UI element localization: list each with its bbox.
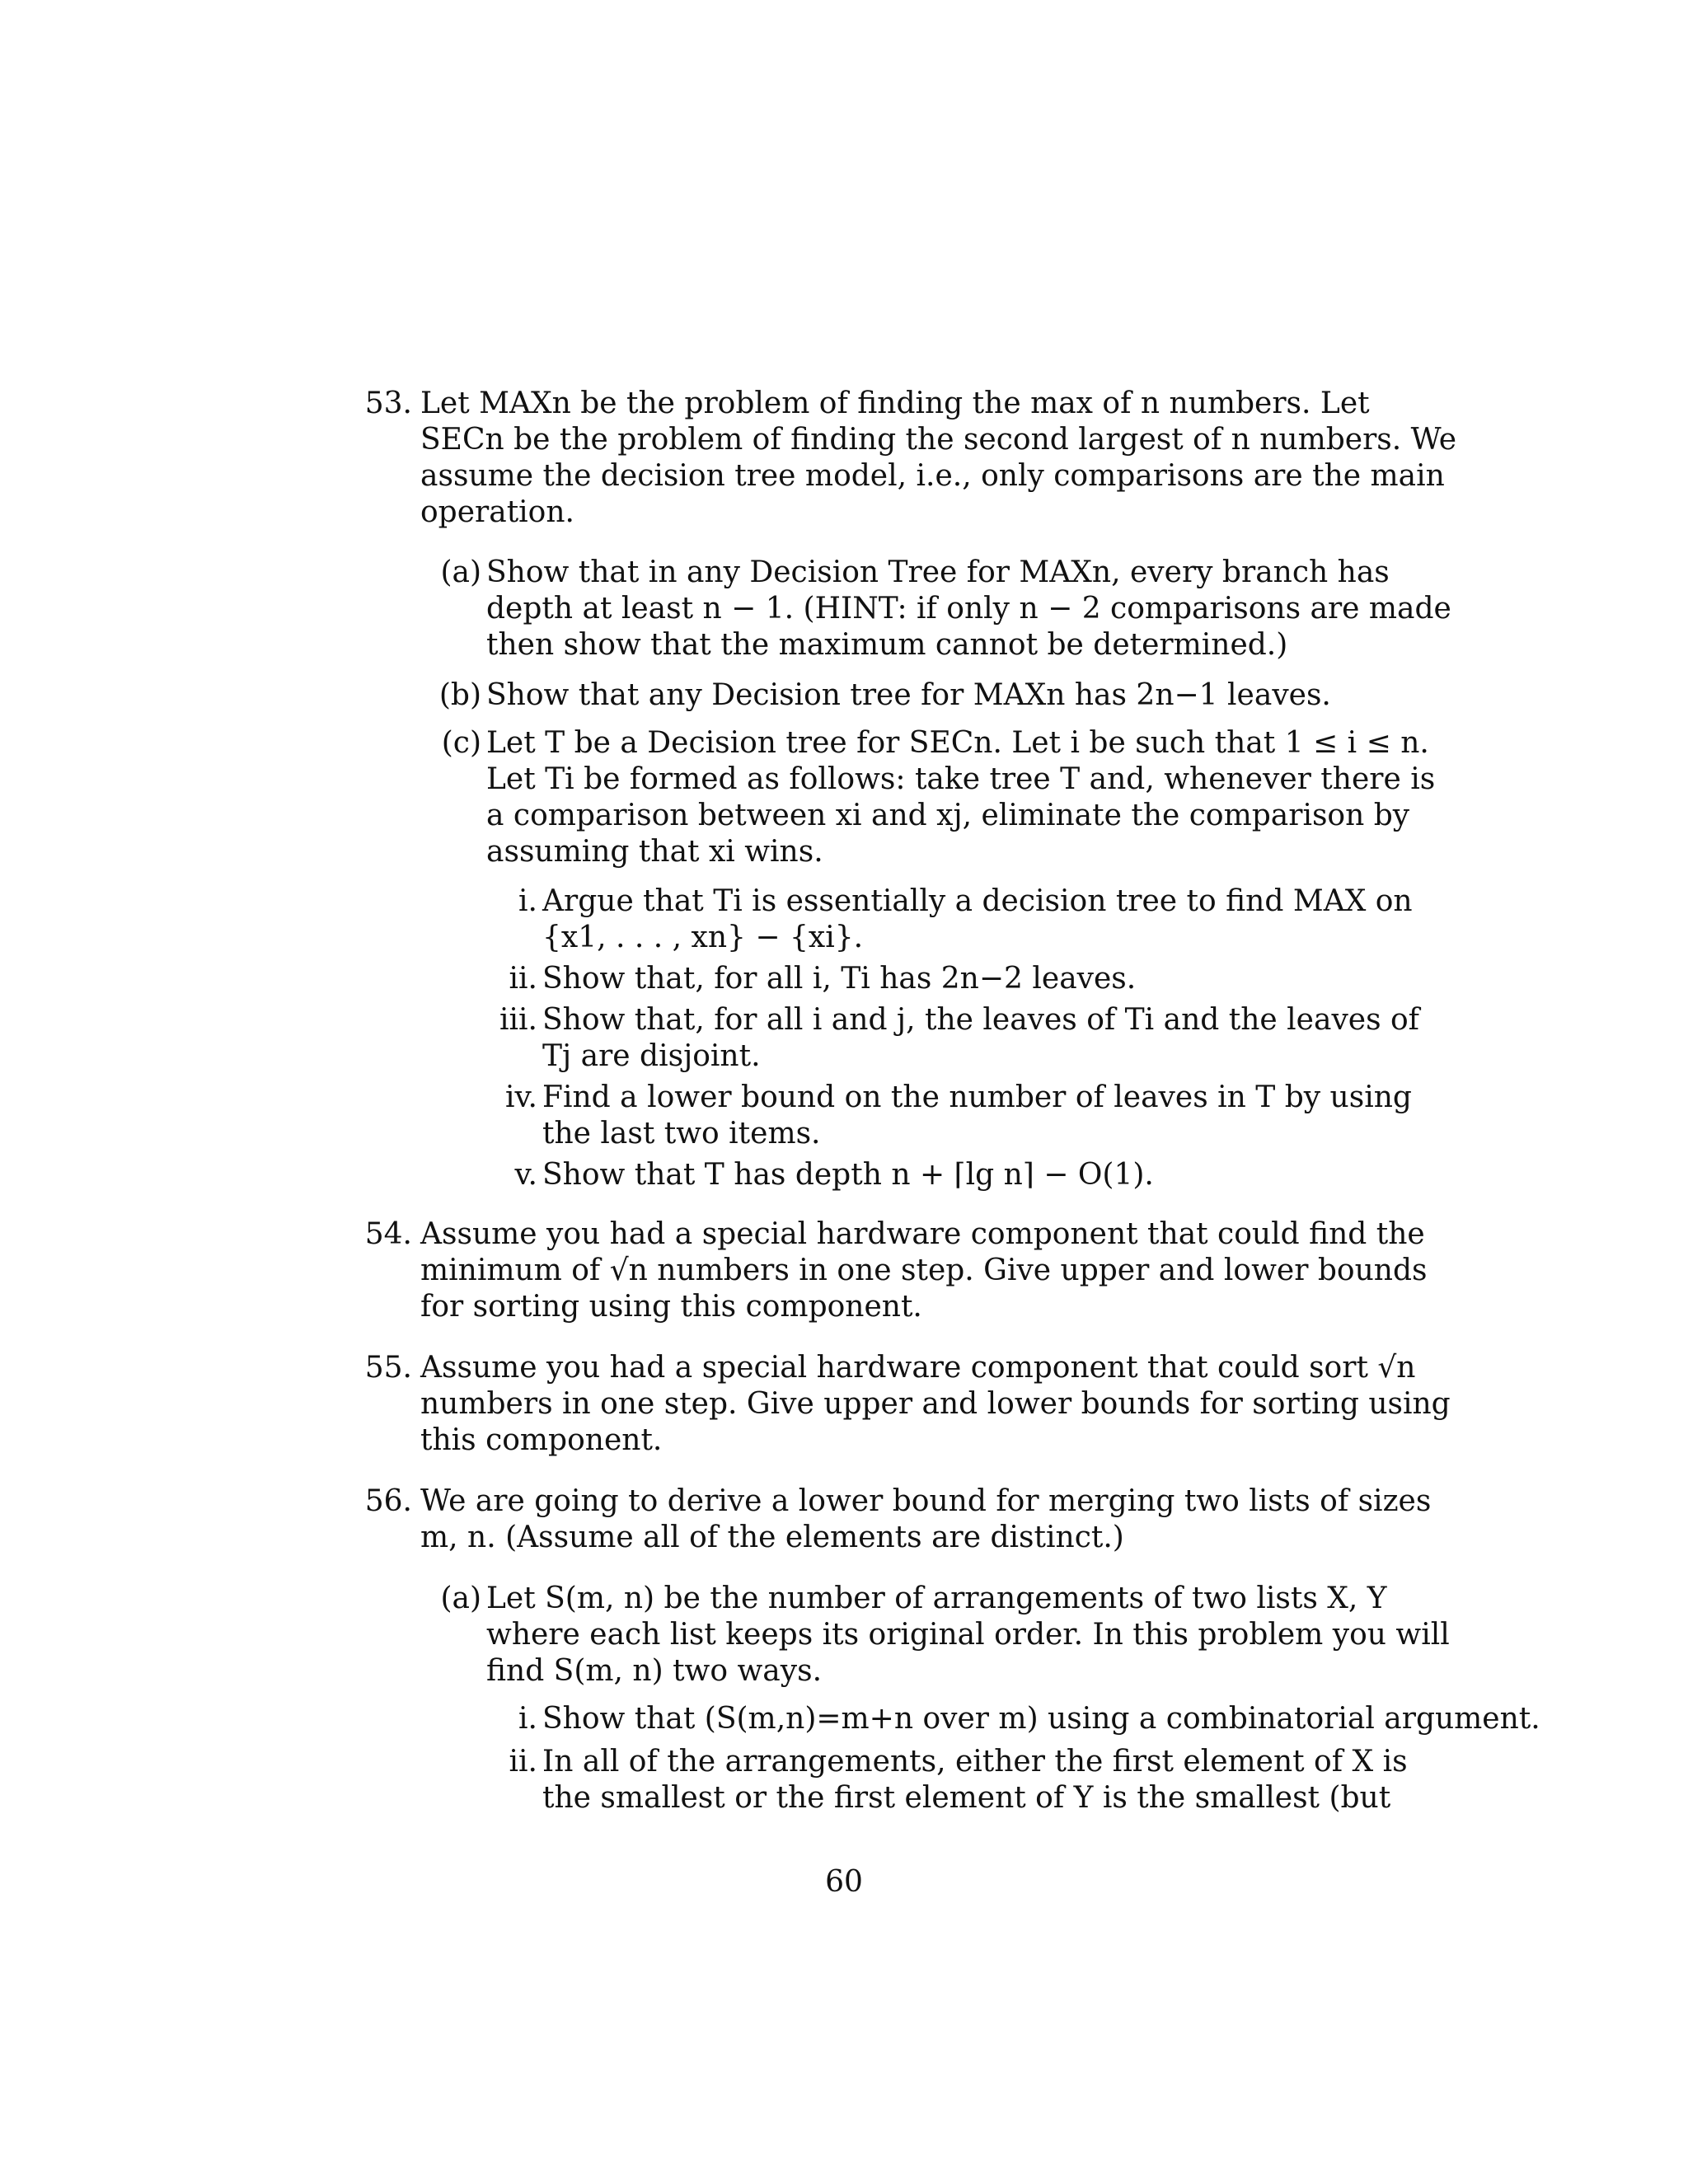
- part-a-line: then show that the maximum cannot be determined.): [486, 628, 1288, 662]
- page-number: 60: [825, 1865, 863, 1899]
- subpart-line: Show that T has depth n + ⌈lg n⌉ − O(1).: [542, 1158, 1154, 1192]
- subpart-line: the smallest or the first element of Y is the smallest (but: [542, 1781, 1391, 1815]
- subpart-label: iii.: [499, 1003, 537, 1037]
- problem-53-line: assume the decision tree model, i.e., only comparisons are the main: [420, 459, 1445, 493]
- problem-56-number: 56.: [364, 1484, 412, 1518]
- part-c-line: a comparison between xi and xj, eliminate the comparison by: [486, 799, 1410, 832]
- subpart-label: ii.: [509, 962, 537, 996]
- part-a-line: where each list keeps its original order. In this problem you will: [486, 1618, 1450, 1652]
- subpart-line: In all of the arrangements, either the first element of X is: [542, 1745, 1408, 1779]
- problem-56-line: We are going to derive a lower bound for merging two lists of sizes: [420, 1484, 1432, 1518]
- subpart-line: the last two items.: [542, 1117, 821, 1151]
- subpart-line: Show that (S(m,n)=m+n over m) using a combinatorial argument.: [542, 1702, 1540, 1736]
- part-a-line: Let S(m, n) be the number of arrangements of two lists X, Y: [486, 1582, 1387, 1615]
- part-c-line: Let T be a Decision tree for SECn. Let i be such that 1 ≤ i ≤ n.: [486, 726, 1429, 760]
- problem-53-line: operation.: [420, 495, 574, 529]
- subpart-label: i.: [518, 1702, 537, 1736]
- subpart-label: iv.: [504, 1080, 537, 1114]
- part-label-b: (b): [438, 678, 481, 712]
- subpart-line: {x1, . . . , xn} − {xi}.: [542, 921, 864, 954]
- problem-56-line: m, n. (Assume all of the elements are distinct.): [420, 1521, 1124, 1554]
- part-a-line: Show that in any Decision Tree for MAXn, every branch has: [486, 555, 1390, 589]
- problem-54-line: minimum of √n numbers in one step. Give upper and lower bounds: [420, 1254, 1428, 1287]
- part-c-line: assuming that xi wins.: [486, 835, 823, 869]
- problem-55-line: numbers in one step. Give upper and lower bounds for sorting using: [420, 1387, 1451, 1421]
- part-a-line: depth at least n − 1. (HINT: if only n − 2 comparisons are made: [486, 592, 1451, 626]
- part-label-a: (a): [440, 1582, 481, 1615]
- subpart-line: Show that, for all i and j, the leaves of Ti and the leaves of: [542, 1003, 1420, 1037]
- part-label-a: (a): [440, 555, 481, 589]
- problem-54-number: 54.: [364, 1217, 412, 1251]
- problem-55-number: 55.: [364, 1351, 412, 1385]
- subpart-label: i.: [518, 884, 537, 918]
- problem-53-line: Let MAXn be the problem of finding the max of n numbers. Let: [420, 387, 1370, 420]
- part-c-line: Let Ti be formed as follows: take tree T and, whenever there is: [486, 762, 1436, 796]
- problem-53-line: SECn be the problem of finding the second largest of n numbers. We: [420, 423, 1457, 457]
- problem-53-number: 53.: [364, 387, 412, 420]
- subpart-line: Argue that Ti is essentially a decision tree to find MAX on: [542, 884, 1413, 918]
- subpart-label: ii.: [509, 1745, 537, 1779]
- subpart-line: Show that, for all i, Ti has 2n−2 leaves.: [542, 962, 1137, 996]
- problem-55-line: this component.: [420, 1423, 663, 1457]
- subpart-line: Tj are disjoint.: [542, 1039, 761, 1073]
- problem-54-line: Assume you had a special hardware component that could find the: [420, 1217, 1425, 1251]
- part-label-c: (c): [441, 726, 481, 760]
- subpart-label: v.: [514, 1158, 537, 1192]
- problem-54-line: for sorting using this component.: [420, 1290, 922, 1324]
- part-b-line: Show that any Decision tree for MAXn has 2n−1 leaves.: [486, 678, 1331, 712]
- subpart-line: Find a lower bound on the number of leaves in T by using: [542, 1080, 1412, 1114]
- problem-55-line: Assume you had a special hardware component that could sort √n: [420, 1351, 1416, 1385]
- part-a-line: find S(m, n) two ways.: [486, 1654, 823, 1688]
